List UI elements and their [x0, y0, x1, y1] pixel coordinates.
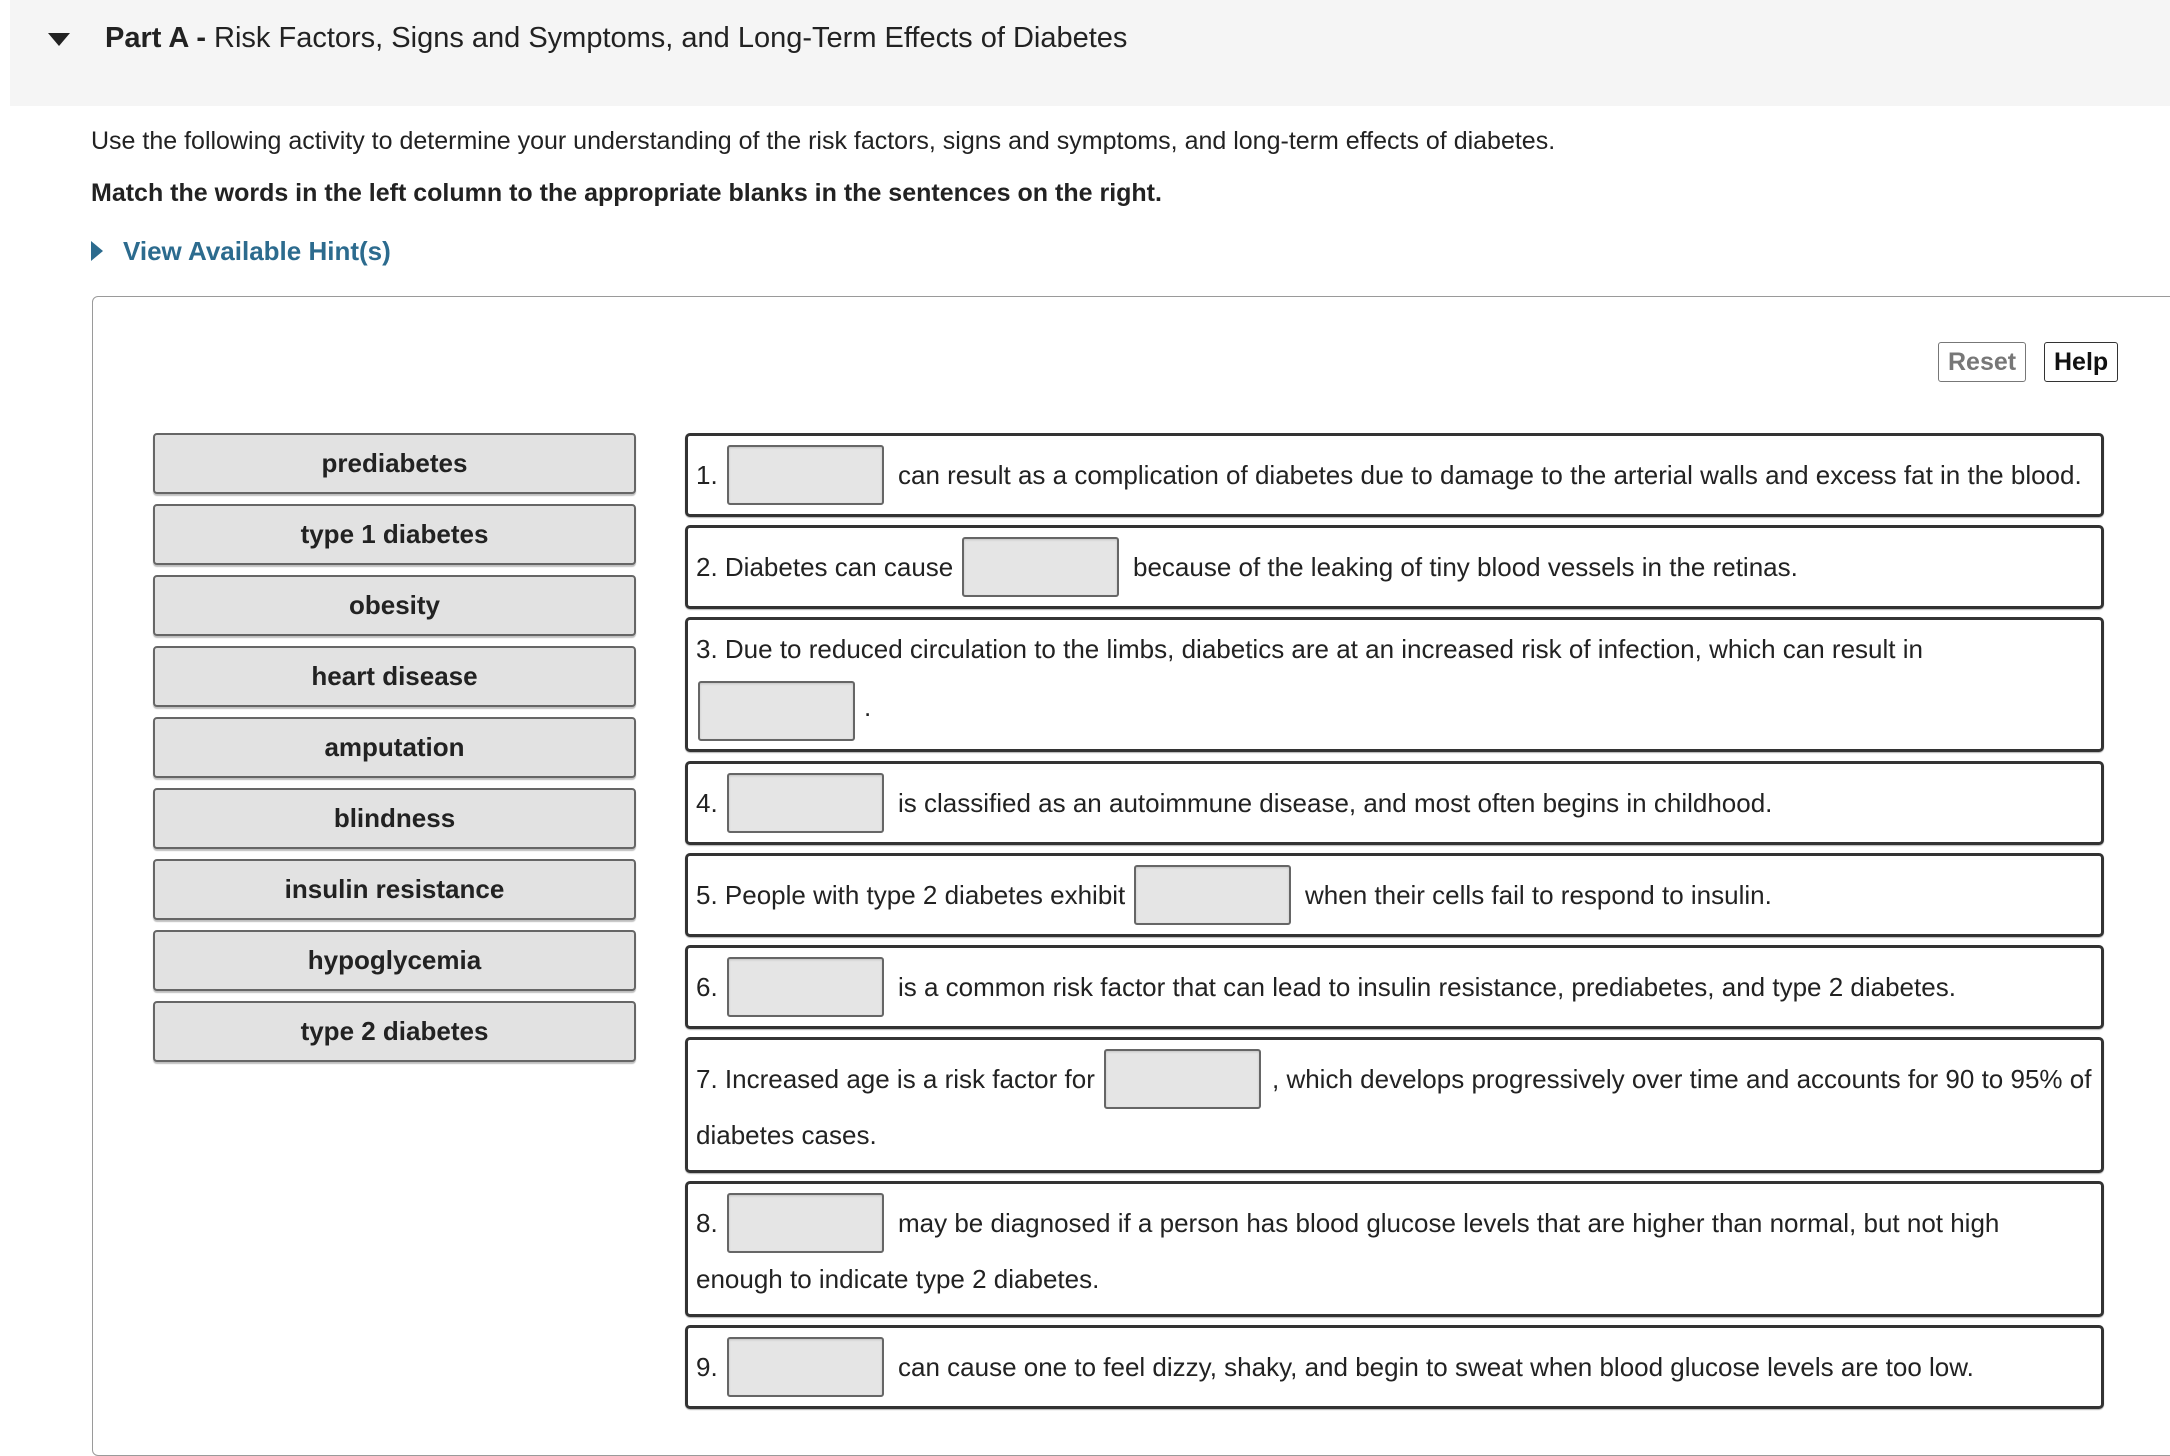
word-tile-blindness[interactable]: blindness — [153, 788, 636, 849]
word-tile-amputation[interactable]: amputation — [153, 717, 636, 778]
sentence-5 — [685, 853, 2104, 937]
sentence-2-text-after: because of the leaking of tiny blood vessels in the retinas. — [1133, 552, 1798, 582]
sentence-1-drop-target[interactable] — [727, 445, 884, 505]
sentence-8-continuation: enough to indicate type 2 diabetes. — [696, 1264, 1100, 1294]
reset-button[interactable]: Reset — [1938, 342, 2026, 382]
sentence-4-text-after: is classified as an autoimmune disease, and most often begins in childhood. — [898, 788, 1773, 818]
expand-caret-icon — [91, 241, 103, 261]
sentence-6-text-after: is a common risk factor that can lead to insulin resistance, prediabetes, and type 2 diabetes. — [898, 972, 1956, 1002]
part-title — [105, 22, 1127, 55]
view-hints-label: View Available Hint(s) — [123, 236, 391, 266]
sentence-4 — [685, 761, 2104, 845]
sentence-9-text-before: 9. — [696, 1352, 718, 1382]
sentence-7-text-after: , which develops progressively over time and accounts for 90 to 95% of — [1272, 1064, 2092, 1094]
sentence-5-drop-target[interactable] — [1134, 865, 1291, 925]
sentence-3-drop-target[interactable] — [698, 681, 855, 741]
sentence-6-drop-target[interactable] — [727, 957, 884, 1017]
collapse-caret-icon[interactable] — [48, 33, 70, 46]
sentence-2-text-before: 2. Diabetes can cause — [696, 552, 954, 582]
sentence-2 — [685, 525, 2104, 609]
sentence-1 — [685, 433, 2104, 517]
help-button[interactable]: Help — [2044, 342, 2118, 382]
sentence-8-drop-target[interactable] — [727, 1193, 884, 1253]
matching-instructions: Match the words in the left column to the appropriate blanks in the sentences on the right. — [91, 179, 1162, 207]
sentence-6-text-before: 6. — [696, 972, 718, 1002]
word-tile-obesity[interactable]: obesity — [153, 575, 636, 636]
sentence-2-drop-target[interactable] — [962, 537, 1119, 597]
sentence-8-text-before: 8. — [696, 1208, 718, 1238]
instructions: Use the following activity to determine your understanding of the risk factors, signs and symptoms, and long-term effects of diabetes. — [91, 127, 1556, 155]
sentence-7-continuation: diabetes cases. — [696, 1120, 877, 1150]
sentence-7 — [685, 1037, 2104, 1173]
word-tile-type-2-diabetes[interactable]: type 2 diabetes — [153, 1001, 636, 1062]
part-title-text: Risk Factors, Signs and Symptoms, and Long-Term Effects of Diabetes — [214, 22, 1128, 54]
sentence-3-text-after: . — [864, 692, 872, 722]
sentence-1-text-after: can result as a complication of diabetes due to damage to the arterial walls and excess fat in the blood. — [898, 460, 2082, 490]
word-tile-prediabetes[interactable]: prediabetes — [153, 433, 636, 494]
word-tile-hypoglycemia[interactable]: hypoglycemia — [153, 930, 636, 991]
sentence-4-drop-target[interactable] — [727, 773, 884, 833]
sentence-1-text-before: 1. — [696, 460, 718, 490]
word-tile-type-1-diabetes[interactable]: type 1 diabetes — [153, 504, 636, 565]
sentence-5-text-after: when their cells fail to respond to insulin. — [1305, 880, 1772, 910]
sentence-7-drop-target[interactable] — [1104, 1049, 1261, 1109]
sentence-9-text-after: can cause one to feel dizzy, shaky, and begin to sweat when blood glucose levels are too low. — [898, 1352, 1974, 1382]
sentence-8-text-after: may be diagnosed if a person has blood glucose levels that are higher than normal, but not high — [898, 1208, 2000, 1238]
part-header — [10, 0, 2170, 106]
sentence-4-text-before: 4. — [696, 788, 718, 818]
sentence-3 — [685, 617, 2104, 752]
sentence-9 — [685, 1325, 2104, 1409]
sentence-3-text-before: 3. Due to reduced circulation to the limbs, diabetics are at an increased risk of infection, which can result in — [696, 634, 1923, 664]
sentence-5-text-before: 5. People with type 2 diabetes exhibit — [696, 880, 1126, 910]
word-tile-insulin-resistance[interactable]: insulin resistance — [153, 859, 636, 920]
part-label: Part A - — [105, 22, 206, 54]
sentence-6 — [685, 945, 2104, 1029]
sentence-8 — [685, 1181, 2104, 1317]
sentence-7-text-before: 7. Increased age is a risk factor for — [696, 1064, 1095, 1094]
sentence-9-drop-target[interactable] — [727, 1337, 884, 1397]
word-tile-heart-disease[interactable]: heart disease — [153, 646, 636, 707]
